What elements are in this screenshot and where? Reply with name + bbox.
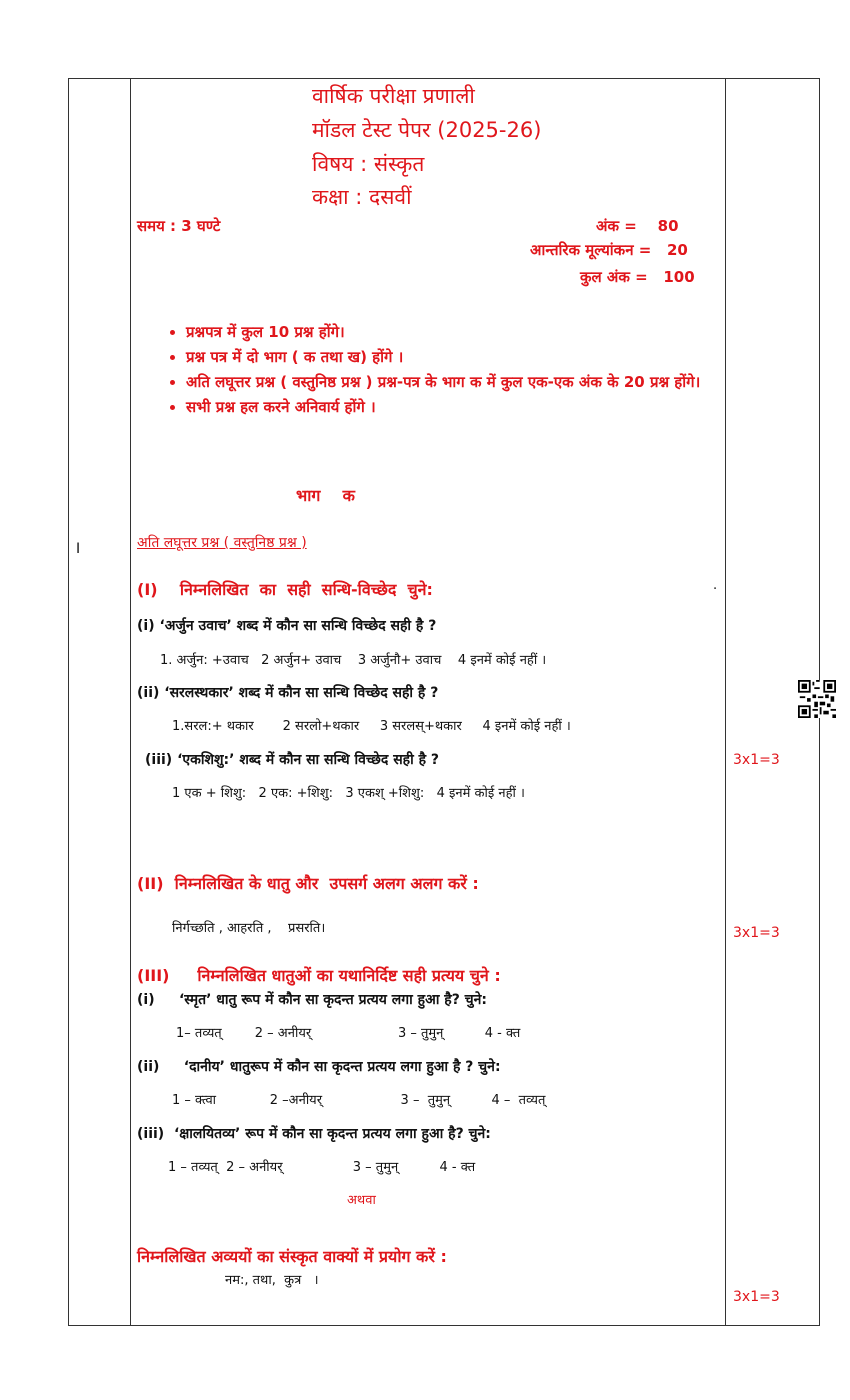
instruction-item: • सभी प्रश्न हल करने अनिवार्य होंगे । [186, 395, 746, 420]
q3-item-question: (ii) ‘दानीय’ धातुरूप में कौन सा कृदन्त प्रत्यय लगा हुआ है ? चुने: [137, 1059, 501, 1075]
column-divider-left [130, 78, 131, 1326]
instruction-item: • प्रश्नपत्र में कुल 10 प्रश्न होंगे। [186, 320, 746, 345]
internal-assessment-label: आन्तरिक मूल्यांकन = 20 [530, 241, 688, 259]
paper-title: मॉडल टेस्ट पेपर (2025-26) [312, 118, 542, 142]
q1-item-options: 1. अर्जुन: +उवाच 2 अर्जुन+ उवाच 3 अर्जुनौ+ उवाच 4 इनमें कोई नहीं । [160, 653, 547, 668]
qr-code-icon [798, 680, 836, 718]
q1-item-options: 1 एक + शिशु: 2 एक: +शिशु: 3 एकश् +शिशु: 4 इनमें कोई नहीं । [172, 786, 525, 801]
instructions-list [160, 320, 746, 420]
q2-marks: 3x1=3 [733, 925, 780, 941]
q1-item-question: (iii) ‘एकशिशु:’ शब्द में कौन सा सन्धि विच्छेद सही है ? [145, 752, 440, 768]
stray-dot: . [713, 578, 718, 593]
objective-subheading: अति लघूत्तर प्रश्न ( वस्तुनिष्ठ प्रश्न ) [137, 535, 307, 551]
class-title: कक्षा : दसवीं [312, 185, 412, 209]
or-label: अथवा [347, 1193, 376, 1208]
alt-heading: निम्नलिखित अव्ययों का संस्कृत वाक्यों में प्रयोग करें : [137, 1247, 447, 1266]
alt-words: नम:, तथा, कुत्र । [225, 1273, 319, 1288]
q1-marks: 3x1=3 [733, 752, 780, 768]
q3-item-options: 1 – क्त्वा 2 –अनीयर् 3 – तुमुन् 4 – तव्यत् [172, 1093, 546, 1108]
row-label: I [76, 541, 81, 557]
time-label: समय : 3 घण्टे [137, 217, 221, 235]
total-marks-label: कुल अंक = 100 [580, 268, 695, 286]
q3-item-question: (iii) ‘क्षालयितव्य’ रूप में कौन सा कृदन्त प्रत्यय लगा हुआ है? चुने: [137, 1126, 491, 1142]
q2-words: निर्गच्छति , आहरति , प्रसरति। [172, 921, 326, 936]
q2-heading: (II) निम्नलिखित के धातु और उपसर्ग अलग अलग करें : [137, 874, 479, 893]
exam-system-title: वार्षिक परीक्षा प्रणाली [312, 84, 475, 108]
q1-item-question: (i) ‘अर्जुन उवाच’ शब्द में कौन सा सन्धि विच्छेद सही है ? [137, 618, 437, 634]
q3-marks: 3x1=3 [733, 1289, 780, 1305]
column-divider-right [725, 78, 726, 1326]
instruction-item: • अति लघूत्तर प्रश्न ( वस्तुनिष्ठ प्रश्न ) प्रश्न-पत्र के भाग क में कुल एक-एक अंक के 20 प्रश्न होंगे। [186, 370, 746, 395]
q1-heading: (I) निम्नलिखित का सही सन्धि-विच्छेद चुने: [137, 580, 433, 599]
q3-item-options: 1 – तव्यत् 2 – अनीयर् 3 – तुमुन् 4 - क्त [168, 1160, 476, 1175]
marks-label: अंक = 80 [596, 217, 679, 235]
subject-title: विषय : संस्कृत [312, 152, 425, 176]
instruction-item: • प्रश्न पत्र में दो भाग ( क तथा ख) होंगे । [186, 345, 746, 370]
q3-heading: (III) निम्नलिखित धातुओं का यथानिर्दिष्ट सही प्रत्यय चुने : [137, 966, 501, 985]
section-label: भाग क [296, 486, 355, 505]
q1-item-question: (ii) ‘सरलस्थकार’ शब्द में कौन सा सन्धि विच्छेद सही है ? [137, 685, 439, 701]
q3-item-options: 1– तव्यत् 2 – अनीयर् 3 – तुमुन् 4 - क्त [176, 1026, 521, 1041]
q1-item-options: 1.सरल:+ थकार 2 सरलो+थकार 3 सरलस्+थकार 4 इनमें कोई नहीं । [172, 719, 571, 734]
q3-item-question: (i) ‘स्मृत’ धातु रूप में कौन सा कृदन्त प्रत्यय लगा हुआ है? चुने: [137, 992, 487, 1008]
